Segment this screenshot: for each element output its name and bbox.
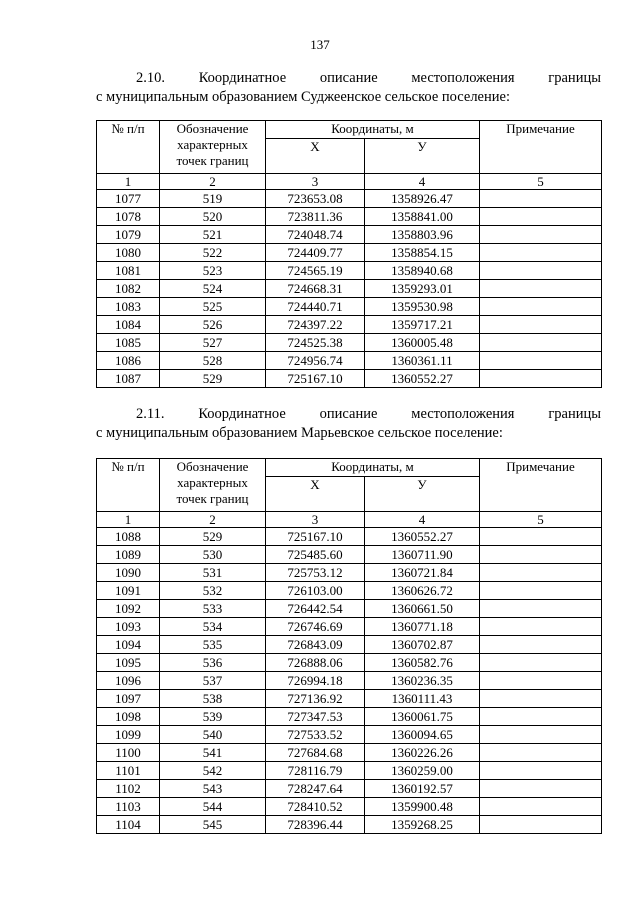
- header-designation-line: точек границ: [176, 153, 249, 168]
- note-cell: [480, 316, 602, 334]
- heading-word: границы: [548, 406, 601, 422]
- header-designation-line: точек границ: [176, 491, 249, 506]
- heading-word: границы: [548, 70, 601, 86]
- table-row: [97, 244, 602, 262]
- header-x: Х: [266, 477, 365, 512]
- x-coordinate-cell: 725167.10: [266, 528, 365, 546]
- column-number: 3: [266, 174, 365, 190]
- y-coordinate-cell: 1360702.87: [365, 636, 480, 654]
- y-coordinate-cell: 1360111.43: [365, 690, 480, 708]
- heading-word: Координатное: [198, 70, 287, 86]
- row-number-cell: 1102: [97, 780, 160, 798]
- column-number-row: [97, 512, 602, 528]
- note-cell: [480, 618, 602, 636]
- y-coordinate-cell: 1360005.48: [365, 334, 480, 352]
- note-cell: [480, 726, 602, 744]
- point-id-cell: 526: [160, 316, 266, 334]
- heading-word: местоположения: [411, 70, 515, 86]
- x-coordinate-cell: 726888.06: [266, 654, 365, 672]
- x-coordinate-cell: 728247.64: [266, 780, 365, 798]
- table-row: [97, 190, 602, 208]
- header-coordinates: Координаты, м: [266, 121, 480, 139]
- table-row: [97, 352, 602, 370]
- x-coordinate-cell: 727684.68: [266, 744, 365, 762]
- x-coordinate-cell: 725753.12: [266, 564, 365, 582]
- y-coordinate-cell: 1358841.00: [365, 208, 480, 226]
- point-id-cell: 534: [160, 618, 266, 636]
- row-number-cell: 1101: [97, 762, 160, 780]
- table-row: [97, 600, 602, 618]
- column-number-row: [97, 174, 602, 190]
- column-number: 3: [266, 512, 365, 528]
- column-number: 4: [365, 512, 480, 528]
- row-number-cell: 1098: [97, 708, 160, 726]
- point-id-cell: 541: [160, 744, 266, 762]
- note-cell: [480, 672, 602, 690]
- row-number-cell: 1090: [97, 564, 160, 582]
- table-row: [97, 208, 602, 226]
- x-coordinate-cell: 727347.53: [266, 708, 365, 726]
- row-number-cell: 1084: [97, 316, 160, 334]
- y-coordinate-cell: 1360259.00: [365, 762, 480, 780]
- y-coordinate-cell: 1359530.98: [365, 298, 480, 316]
- x-coordinate-cell: 725167.10: [266, 370, 365, 388]
- table-row: [97, 564, 602, 582]
- row-number-cell: 1077: [97, 190, 160, 208]
- y-coordinate-cell: 1360226.26: [365, 744, 480, 762]
- y-coordinate-cell: 1358854.15: [365, 244, 480, 262]
- table-row: [97, 582, 602, 600]
- y-coordinate-cell: 1358803.96: [365, 226, 480, 244]
- note-cell: [480, 690, 602, 708]
- note-cell: [480, 564, 602, 582]
- header-coordinates: Координаты, м: [266, 459, 480, 477]
- column-number: 5: [480, 174, 602, 190]
- y-coordinate-cell: 1360236.35: [365, 672, 480, 690]
- row-number-cell: 1104: [97, 816, 160, 834]
- note-cell: [480, 190, 602, 208]
- row-number-cell: 1081: [97, 262, 160, 280]
- x-coordinate-cell: 726103.00: [266, 582, 365, 600]
- table-row: [97, 798, 602, 816]
- point-id-cell: 523: [160, 262, 266, 280]
- table-row: [97, 280, 602, 298]
- note-cell: [480, 780, 602, 798]
- heading-line-1: [96, 405, 601, 424]
- note-cell: [480, 816, 602, 834]
- x-coordinate-cell: 728116.79: [266, 762, 365, 780]
- section-number: 2.11.: [136, 406, 165, 422]
- y-coordinate-cell: 1359293.01: [365, 280, 480, 298]
- note-cell: [480, 654, 602, 672]
- table-row: [97, 528, 602, 546]
- table-row: [97, 762, 602, 780]
- point-id-cell: 543: [160, 780, 266, 798]
- x-coordinate-cell: 724440.71: [266, 298, 365, 316]
- note-cell: [480, 334, 602, 352]
- header-note: Примечание: [480, 459, 602, 512]
- header-designation: [160, 121, 266, 174]
- table-row: [97, 298, 602, 316]
- heading-word: местоположения: [411, 406, 515, 422]
- y-coordinate-cell: 1358940.68: [365, 262, 480, 280]
- table-row: [97, 690, 602, 708]
- point-id-cell: 530: [160, 546, 266, 564]
- point-id-cell: 528: [160, 352, 266, 370]
- column-number: 4: [365, 174, 480, 190]
- y-coordinate-cell: 1360061.75: [365, 708, 480, 726]
- y-coordinate-cell: 1360711.90: [365, 546, 480, 564]
- y-coordinate-cell: 1360552.27: [365, 370, 480, 388]
- column-number: 1: [97, 512, 160, 528]
- note-cell: [480, 352, 602, 370]
- table-row: [97, 744, 602, 762]
- point-id-cell: 527: [160, 334, 266, 352]
- point-id-cell: 525: [160, 298, 266, 316]
- y-coordinate-cell: 1360661.50: [365, 600, 480, 618]
- table-row: [97, 708, 602, 726]
- y-coordinate-cell: 1360192.57: [365, 780, 480, 798]
- point-id-cell: 542: [160, 762, 266, 780]
- point-id-cell: 536: [160, 654, 266, 672]
- table-row: [97, 654, 602, 672]
- row-number-cell: 1089: [97, 546, 160, 564]
- x-coordinate-cell: 724397.22: [266, 316, 365, 334]
- row-number-cell: 1086: [97, 352, 160, 370]
- page-number: 137: [310, 37, 330, 52]
- y-coordinate-cell: 1360626.72: [365, 582, 480, 600]
- x-coordinate-cell: 724956.74: [266, 352, 365, 370]
- x-coordinate-cell: 724668.31: [266, 280, 365, 298]
- x-coordinate-cell: 724048.74: [266, 226, 365, 244]
- row-number-cell: 1094: [97, 636, 160, 654]
- point-id-cell: 539: [160, 708, 266, 726]
- row-number-cell: 1088: [97, 528, 160, 546]
- y-coordinate-cell: 1360361.11: [365, 352, 480, 370]
- x-coordinate-cell: 727136.92: [266, 690, 365, 708]
- row-number-cell: 1100: [97, 744, 160, 762]
- table-row: [97, 316, 602, 334]
- heading-word: Координатное: [198, 406, 286, 422]
- note-cell: [480, 744, 602, 762]
- y-coordinate-cell: 1358926.47: [365, 190, 480, 208]
- row-number-cell: 1093: [97, 618, 160, 636]
- y-coordinate-cell: 1360094.65: [365, 726, 480, 744]
- x-coordinate-cell: 726994.18: [266, 672, 365, 690]
- x-coordinate-cell: 725485.60: [266, 546, 365, 564]
- y-coordinate-cell: 1360552.27: [365, 528, 480, 546]
- y-coordinate-cell: 1359900.48: [365, 798, 480, 816]
- y-coordinate-cell: 1359717.21: [365, 316, 480, 334]
- heading-word: описание: [319, 70, 378, 86]
- point-id-cell: 529: [160, 528, 266, 546]
- x-coordinate-cell: 726843.09: [266, 636, 365, 654]
- header-y: У: [365, 477, 480, 512]
- table-row: [97, 546, 602, 564]
- point-id-cell: 524: [160, 280, 266, 298]
- note-cell: [480, 636, 602, 654]
- table-row: [97, 726, 602, 744]
- point-id-cell: 529: [160, 370, 266, 388]
- note-cell: [480, 528, 602, 546]
- note-cell: [480, 298, 602, 316]
- x-coordinate-cell: 724565.19: [266, 262, 365, 280]
- heading-word: описание: [319, 406, 378, 422]
- point-id-cell: 537: [160, 672, 266, 690]
- row-number-cell: 1083: [97, 298, 160, 316]
- header-designation-line: характерных: [177, 475, 248, 490]
- coordinates-table: [96, 120, 602, 388]
- header-designation-line: характерных: [177, 137, 248, 152]
- header-note: Примечание: [480, 121, 602, 174]
- note-cell: [480, 244, 602, 262]
- header-num: № п/п: [97, 121, 160, 174]
- point-id-cell: 532: [160, 582, 266, 600]
- row-number-cell: 1095: [97, 654, 160, 672]
- table-row: [97, 334, 602, 352]
- table-row: [97, 636, 602, 654]
- note-cell: [480, 226, 602, 244]
- table-row: [97, 262, 602, 280]
- header-x: Х: [266, 139, 365, 174]
- point-id-cell: 540: [160, 726, 266, 744]
- point-id-cell: 544: [160, 798, 266, 816]
- y-coordinate-cell: 1360771.18: [365, 618, 480, 636]
- table-row: [97, 226, 602, 244]
- table-row: [97, 370, 602, 388]
- row-number-cell: 1080: [97, 244, 160, 262]
- y-coordinate-cell: 1359268.25: [365, 816, 480, 834]
- row-number-cell: 1091: [97, 582, 160, 600]
- x-coordinate-cell: 723653.08: [266, 190, 365, 208]
- header-num: № п/п: [97, 459, 160, 512]
- section-number: 2.10.: [136, 70, 165, 86]
- row-number-cell: 1097: [97, 690, 160, 708]
- row-number-cell: 1082: [97, 280, 160, 298]
- header-designation-line: Обозначение: [176, 459, 249, 474]
- note-cell: [480, 798, 602, 816]
- x-coordinate-cell: 727533.52: [266, 726, 365, 744]
- header-y: У: [365, 139, 480, 174]
- point-id-cell: 520: [160, 208, 266, 226]
- header-designation: [160, 459, 266, 512]
- point-id-cell: 545: [160, 816, 266, 834]
- section-heading: [96, 405, 601, 443]
- table-row: [97, 672, 602, 690]
- column-number: 5: [480, 512, 602, 528]
- row-number-cell: 1079: [97, 226, 160, 244]
- row-number-cell: 1078: [97, 208, 160, 226]
- x-coordinate-cell: 728396.44: [266, 816, 365, 834]
- row-number-cell: 1092: [97, 600, 160, 618]
- point-id-cell: 531: [160, 564, 266, 582]
- row-number-cell: 1103: [97, 798, 160, 816]
- coordinates-table: [96, 458, 602, 834]
- table-row: [97, 618, 602, 636]
- x-coordinate-cell: 726746.69: [266, 618, 365, 636]
- note-cell: [480, 762, 602, 780]
- table-row: [97, 816, 602, 834]
- header-designation-line: Обозначение: [176, 121, 249, 136]
- heading-line-2: с муниципальным образованием Марьевское сельское поселение:: [96, 425, 503, 441]
- table-row: [97, 780, 602, 798]
- column-number: 1: [97, 174, 160, 190]
- row-number-cell: 1087: [97, 370, 160, 388]
- note-cell: [480, 708, 602, 726]
- point-id-cell: 522: [160, 244, 266, 262]
- row-number-cell: 1085: [97, 334, 160, 352]
- point-id-cell: 533: [160, 600, 266, 618]
- note-cell: [480, 280, 602, 298]
- note-cell: [480, 600, 602, 618]
- column-number: 2: [160, 174, 266, 190]
- point-id-cell: 521: [160, 226, 266, 244]
- note-cell: [480, 546, 602, 564]
- heading-line-2: с муниципальным образованием Суджеенское сельское поселение:: [96, 89, 510, 105]
- section-heading: [96, 69, 601, 107]
- x-coordinate-cell: 726442.54: [266, 600, 365, 618]
- point-id-cell: 519: [160, 190, 266, 208]
- x-coordinate-cell: 724525.38: [266, 334, 365, 352]
- y-coordinate-cell: 1360582.76: [365, 654, 480, 672]
- point-id-cell: 535: [160, 636, 266, 654]
- x-coordinate-cell: 723811.36: [266, 208, 365, 226]
- heading-line-1: [96, 69, 601, 88]
- note-cell: [480, 262, 602, 280]
- x-coordinate-cell: 728410.52: [266, 798, 365, 816]
- x-coordinate-cell: 724409.77: [266, 244, 365, 262]
- note-cell: [480, 370, 602, 388]
- note-cell: [480, 208, 602, 226]
- column-number: 2: [160, 512, 266, 528]
- row-number-cell: 1096: [97, 672, 160, 690]
- note-cell: [480, 582, 602, 600]
- y-coordinate-cell: 1360721.84: [365, 564, 480, 582]
- point-id-cell: 538: [160, 690, 266, 708]
- row-number-cell: 1099: [97, 726, 160, 744]
